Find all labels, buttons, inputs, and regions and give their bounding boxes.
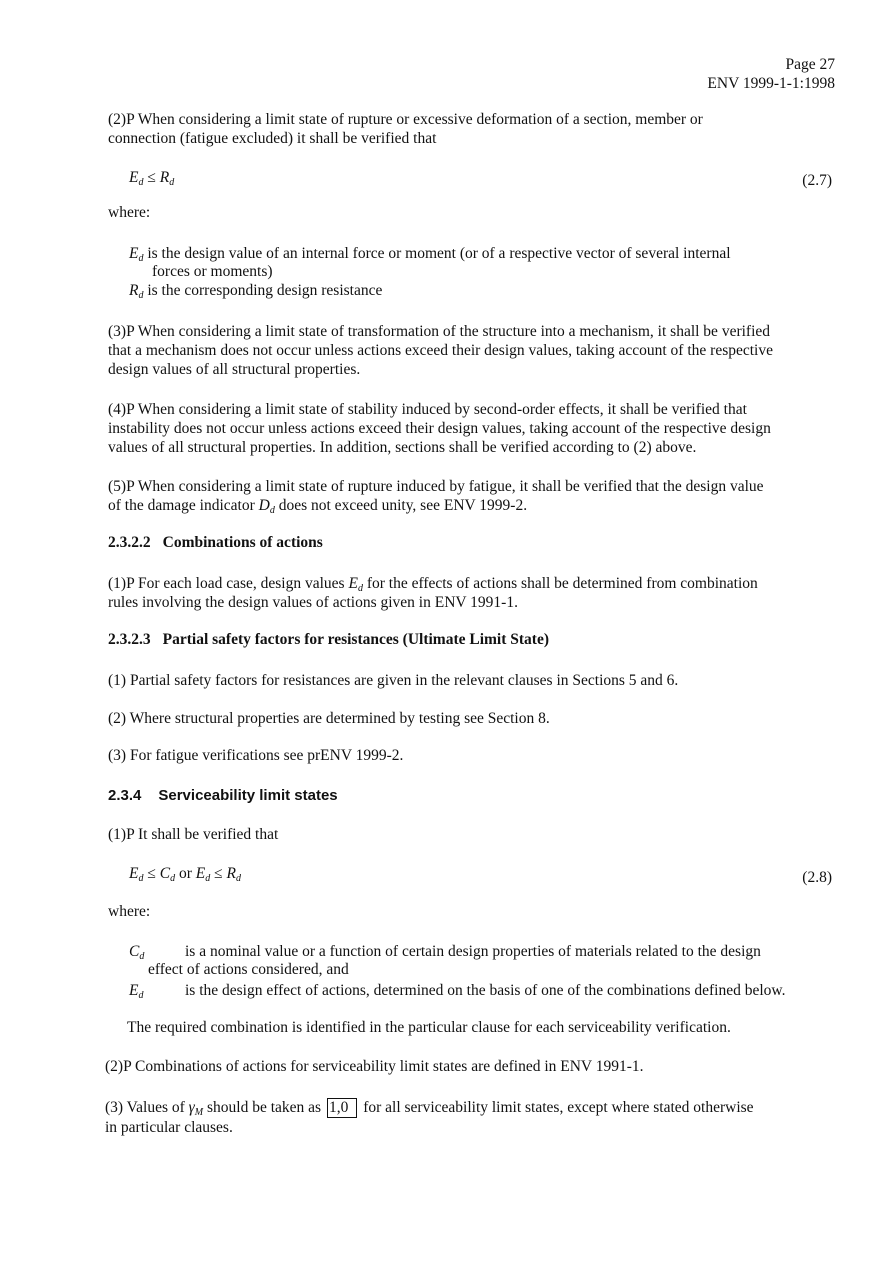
para-2-3-4-3: (3) Values of $\gamma_M$ should be taken as 1,0 for all serviceability limit states, except where stated otherwise in particular clauses. xyxy=(105,1099,754,1136)
heading-2-3-2-3: 2.3.2.3 Partial safety factors for resistances (Ultimate Limit State) xyxy=(108,631,549,648)
equation-2-8: $E_d \le C_d$ or $E_d \le R_d$ xyxy=(129,865,241,884)
def-ed-2: $E_d$ is the design effect of actions, determined on the basis of one of the combinations defined below. xyxy=(129,982,786,1001)
para-2-3-4-1p: (1)P It shall be verified that xyxy=(108,826,279,843)
equation-2-7: $E_d \le R_d$ xyxy=(129,169,175,188)
para-2-3-2-3-1: (1) Partial safety factors for resistances are given in the relevant clauses in Sections 5 and 6. xyxy=(108,672,679,689)
where-label-2: where: xyxy=(108,903,151,920)
para-5p: (5)P When considering a limit state of rupture induced by fatigue, it shall be verified that the design value of the damage indicator $D_d$ does not exceed unity, see ENV 1999-2. xyxy=(108,478,764,516)
standard-code: ENV 1999-1-1:1998 xyxy=(707,75,835,92)
equation-2-8-number: (2.8) xyxy=(802,869,832,886)
def-cd: $C_d$ is a nominal value or a function of certain design properties of materials related to the design xyxy=(129,943,761,962)
boxed-value: 1,0 xyxy=(327,1098,357,1118)
para-2-3-4-2p: (2)P Combinations of actions for serviceability limit states are defined in ENV 1991-1. xyxy=(105,1058,644,1075)
def-ed-1: $E_d$ is the design value of an internal force or moment (or of a respective vector of several internal xyxy=(129,245,731,264)
para-2p xyxy=(108,110,703,148)
para-2p-line2: connection (fatigue excluded) it shall be verified that xyxy=(108,130,437,147)
def-ed-1-cont: forces or moments) xyxy=(152,263,273,280)
def-cd-cont: effect of actions considered, and xyxy=(148,961,349,978)
para-2-3-2-3-2: (2) Where structural properties are determined by testing see Section 8. xyxy=(108,710,550,727)
def-rd: $R_d$ is the corresponding design resistance xyxy=(129,282,383,301)
page-number: Page 27 xyxy=(785,56,835,73)
para-2-3-2-3-3: (3) For fatigue verifications see prENV 1999-2. xyxy=(108,747,404,764)
para-2p-line1: (2)P When considering a limit state of rupture or excessive deformation of a section, member or xyxy=(108,111,703,128)
where-label-1: where: xyxy=(108,204,151,221)
heading-2-3-4: 2.3.4 Serviceability limit states xyxy=(108,787,338,804)
equation-2-7-number: (2.7) xyxy=(802,172,832,189)
required-combination-note: The required combination is identified in the particular clause for each serviceability verification. xyxy=(127,1019,731,1036)
para-2-3-2-2-1p: (1)P For each load case, design values $E_d$ for the effects of actions shall be determined from combination rules involving the design values of actions given in ENV 1991-1. xyxy=(108,575,758,611)
heading-2-3-2-2: 2.3.2.2 Combinations of actions xyxy=(108,534,323,551)
para-3p: (3)P When considering a limit state of transformation of the structure into a mechanism, it shall be verified that a mechanism does not occur unless actions exceed their design values, taking account of the respective design values of all structural properties. xyxy=(108,323,773,378)
para-4p: (4)P When considering a limit state of stability induced by second-order effects, it shall be verified that instability does not occur unless actions exceed their design values, taking account of the respective design values of all structural properties. In addition, sections shall be verified according to (2) above. xyxy=(108,401,771,456)
